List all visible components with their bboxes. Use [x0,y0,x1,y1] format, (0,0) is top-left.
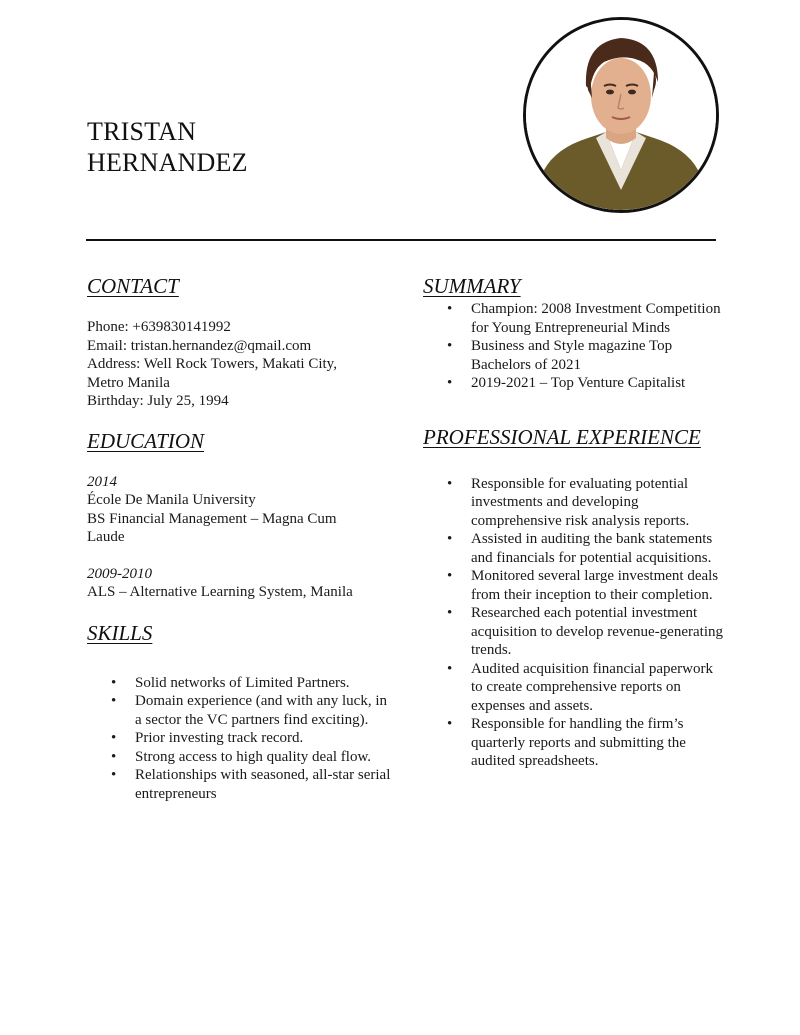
education-heading: EDUCATION [87,428,205,453]
last-name: HERNANDEZ [87,148,248,177]
resume-name [87,116,248,178]
experience-item: • Responsible for handling the firm’s quarterly reports and submitting the audited spreadsheets. [423,715,723,771]
portrait-icon [526,20,716,210]
left-column [87,272,397,803]
summary-item: • 2019-2021 – Top Venture Capitalist [423,374,723,393]
skill-item: • Domain experience (and with any luck, in a sector the VC partners find exciting). [87,692,397,729]
skills-list [87,674,397,804]
experience-item: • Audited acquisition financial paperwork to create comprehensive reports on expenses and assets. [423,660,723,716]
contact-address-line1: Address: Well Rock Towers, Makati City, [87,356,337,372]
experience-item: • Monitored several large investment deals from their inception to their completion. [423,567,723,604]
experience-list [423,475,723,771]
experience-heading: PROFESSIONAL EXPERIENCE [423,424,701,449]
contact-birthday: Birthday: July 25, 1994 [87,393,229,409]
skills-heading: SKILLS [87,620,153,645]
contact-phone: Phone: +639830141992 [87,319,231,335]
education-line: École De Manila University [87,492,256,508]
summary-item: • Champion: 2008 Investment Competition for Young Entrepreneurial Minds [423,300,723,337]
education-line: ALS – Alternative Learning System, Manila [87,584,353,600]
summary-list [423,300,723,393]
experience-item: • Responsible for evaluating potential investments and developing comprehensive risk analysis reports. [423,475,723,531]
profile-photo [523,17,719,213]
experience-item: • Researched each potential investment acquisition to develop revenue-generating trends. [423,604,723,660]
education-year: 2014 [87,473,117,490]
summary-heading: SUMMARY [423,274,521,298]
education-year: 2009-2010 [87,565,152,582]
right-column [423,272,723,771]
education-entry [87,565,397,602]
contact-heading: CONTACT [87,274,179,298]
header-divider [86,239,716,241]
contact-email: Email: tristan.hernandez@qmail.com [87,337,312,354]
skill-item: • Solid networks of Limited Partners. [87,674,397,693]
skill-item: • Prior investing track record. [87,729,397,748]
contact-details [87,318,397,411]
education-entry [87,473,397,547]
education-line: BS Financial Management – Magna Cum [87,510,337,527]
education-line: Laude [87,529,125,545]
summary-item: • Business and Style magazine Top Bachelors of 2021 [423,337,723,374]
first-name: TRISTAN [87,117,197,146]
skill-item: • Strong access to high quality deal flow. [87,748,397,767]
experience-item: • Assisted in auditing the bank statements and financials for potential acquisitions. [423,530,723,567]
contact-address-line2: Metro Manila [87,374,170,391]
skill-item: • Relationships with seasoned, all-star serial entrepreneurs [87,766,397,803]
